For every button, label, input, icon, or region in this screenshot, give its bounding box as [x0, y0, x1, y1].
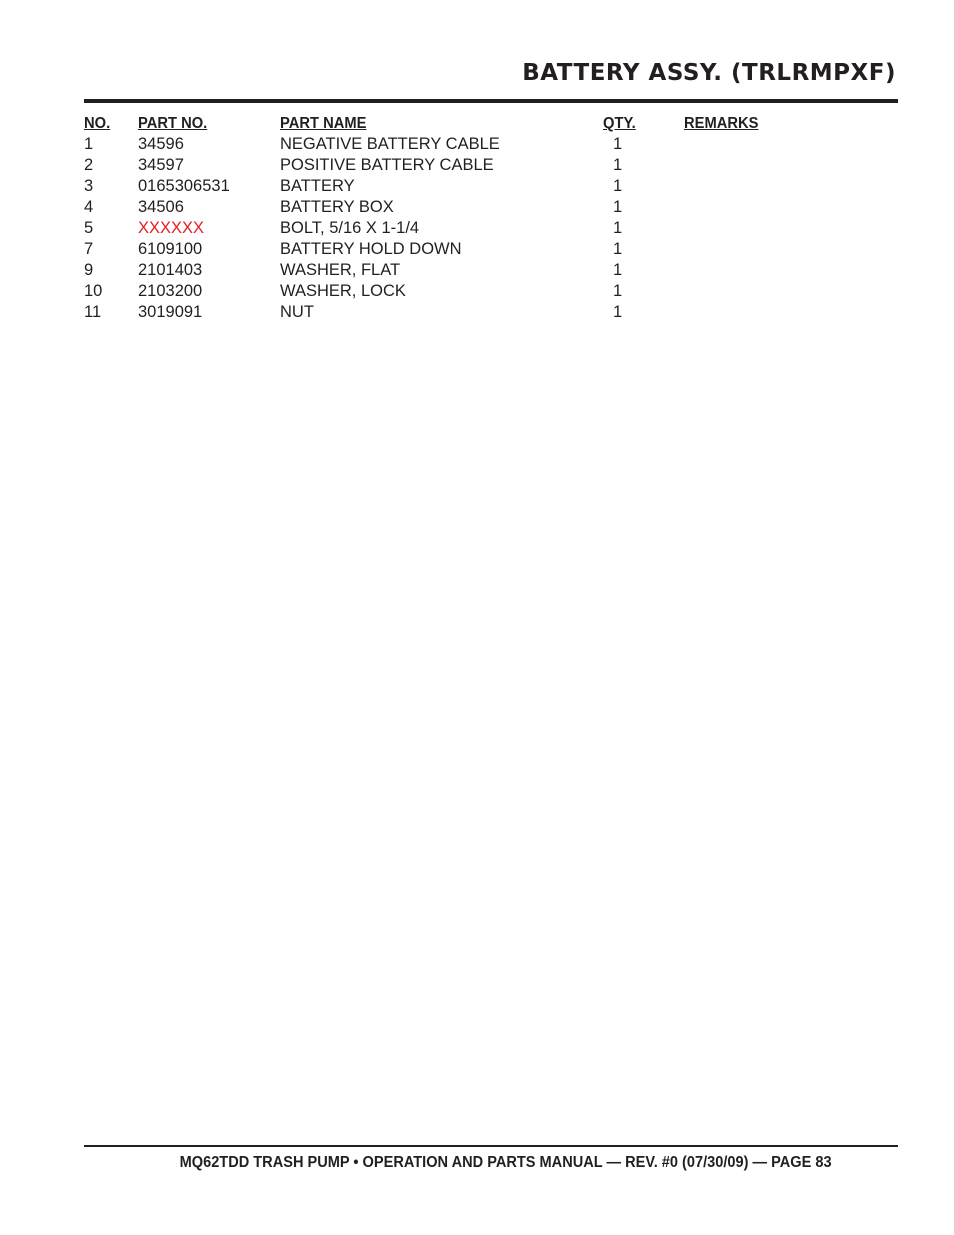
table-row	[84, 134, 844, 155]
table-header-row	[84, 113, 844, 134]
cell-no: 7	[84, 240, 94, 258]
cell-qty: 1	[613, 303, 623, 321]
cell-no: 10	[84, 282, 103, 300]
cell-qty: 1	[613, 219, 623, 237]
table-row	[84, 155, 844, 176]
cell-part-name: BOLT, 5/16 X 1-1/4	[280, 219, 420, 237]
cell-no: 1	[84, 135, 94, 153]
cell-part-no: 2101403	[138, 261, 203, 279]
page-footer: MQ62TDD TRASH PUMP • OPERATION AND PARTS MANUAL — REV. #0 (07/30/09) — PAGE 83	[180, 1154, 832, 1171]
cell-no: 5	[84, 219, 94, 237]
cell-part-no: 6109100	[138, 240, 203, 258]
header-remarks: REMARKS	[684, 115, 759, 132]
header-part-name: PART NAME	[280, 115, 367, 132]
header-part-no: PART NO.	[138, 115, 208, 132]
table-row	[84, 302, 844, 323]
cell-no: 9	[84, 261, 94, 279]
cell-qty: 1	[613, 240, 623, 258]
table-row	[84, 176, 844, 197]
cell-part-no: 3019091	[138, 303, 203, 321]
cell-qty: 1	[613, 282, 623, 300]
table-row	[84, 218, 844, 239]
cell-qty: 1	[613, 261, 623, 279]
cell-part-name: BATTERY BOX	[280, 198, 394, 216]
parts-table	[84, 113, 844, 323]
cell-qty: 1	[613, 135, 623, 153]
cell-part-name: NUT	[280, 303, 314, 321]
cell-qty: 1	[613, 198, 623, 216]
cell-part-name: BATTERY	[280, 177, 355, 195]
cell-part-no-placeholder: XXXXXX	[138, 219, 205, 237]
cell-part-no: 0165306531	[138, 177, 230, 195]
cell-part-no: 34596	[138, 135, 184, 153]
table-row	[84, 197, 844, 218]
cell-part-no: 34597	[138, 156, 184, 174]
cell-part-name: BATTERY HOLD DOWN	[280, 240, 462, 258]
cell-part-no: 2103200	[138, 282, 203, 300]
title-divider	[84, 99, 898, 103]
cell-part-no: 34506	[138, 198, 184, 216]
cell-no: 3	[84, 177, 94, 195]
table-row	[84, 239, 844, 260]
cell-part-name: WASHER, LOCK	[280, 282, 406, 300]
cell-no: 11	[84, 303, 102, 321]
cell-qty: 1	[613, 156, 623, 174]
table-row	[84, 281, 844, 302]
cell-no: 2	[84, 156, 94, 174]
cell-part-name: POSITIVE BATTERY CABLE	[280, 156, 494, 174]
page-title: BATTERY ASSY. (TRLRMPXF)	[522, 60, 896, 86]
footer-divider	[84, 1145, 898, 1147]
cell-qty: 1	[613, 177, 623, 195]
table-row	[84, 260, 844, 281]
cell-part-name: WASHER, FLAT	[280, 261, 401, 279]
cell-part-name: NEGATIVE BATTERY CABLE	[280, 135, 500, 153]
cell-no: 4	[84, 198, 94, 216]
header-no: NO.	[84, 115, 111, 132]
header-qty: QTY.	[603, 115, 636, 132]
